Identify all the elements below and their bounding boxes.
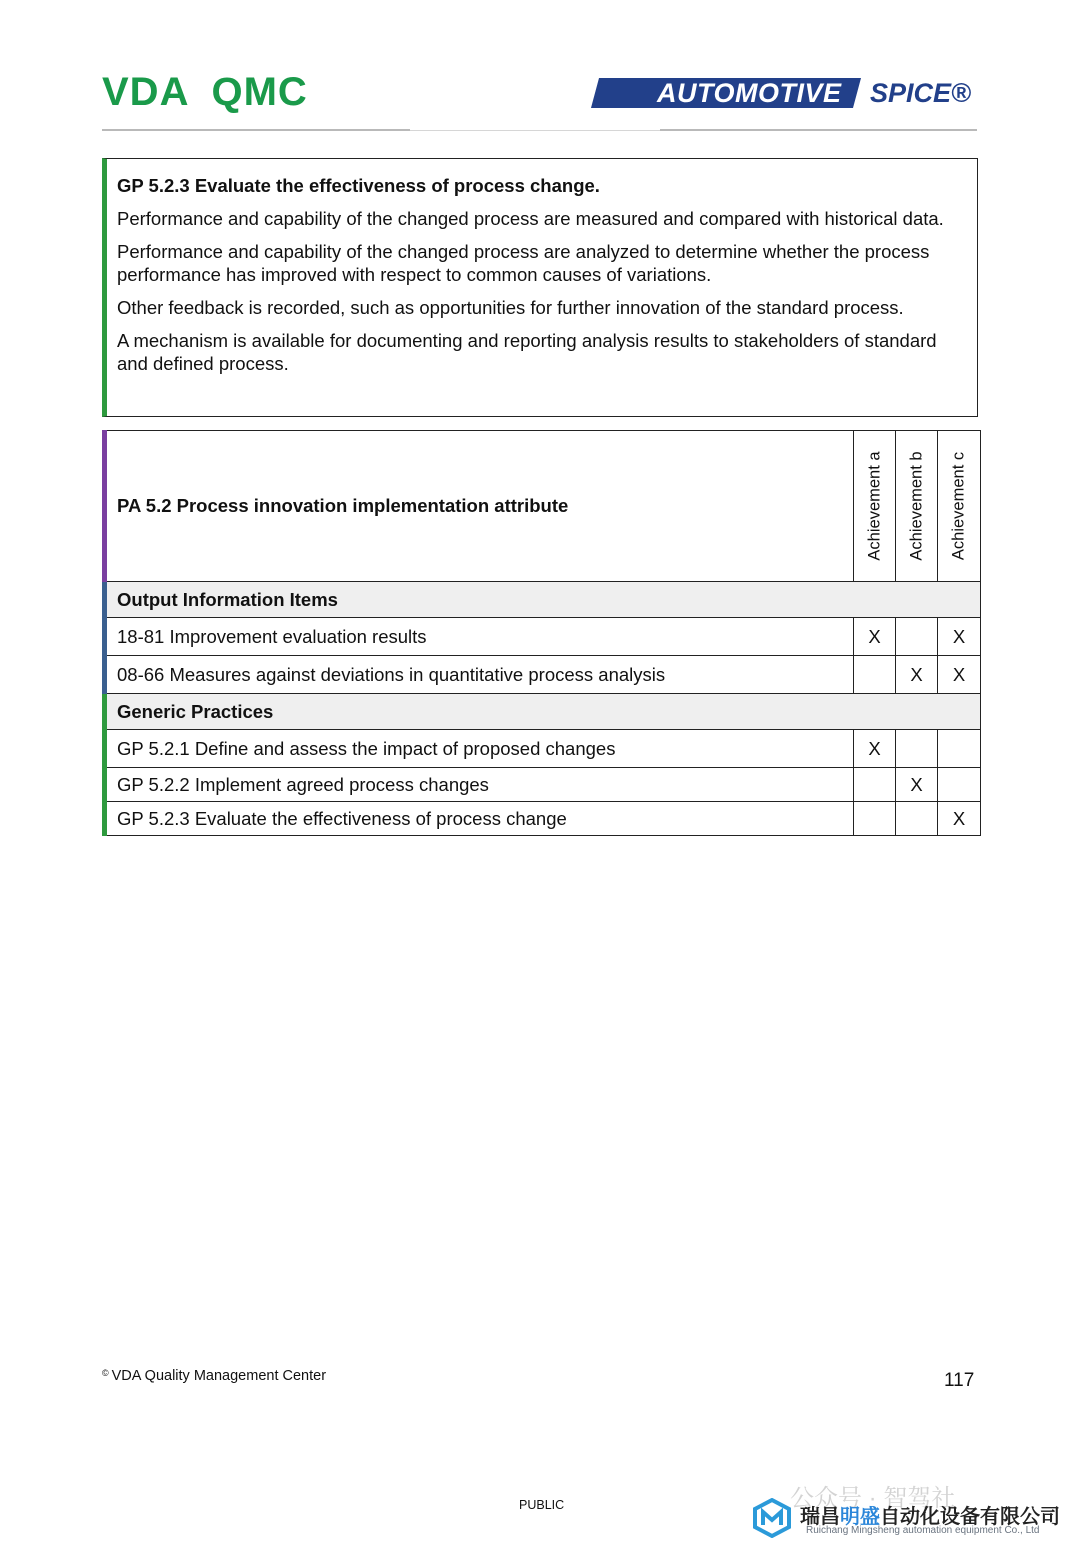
section-title: Generic Practices (105, 694, 981, 730)
column-header-label: Achievement a (865, 451, 883, 561)
column-header (854, 431, 896, 582)
achievement-mark: X (938, 656, 981, 694)
watermark-faint-text: 公众号 · 智驾社 (790, 1485, 956, 1512)
achievement-mark (854, 656, 896, 694)
vda-logo-text: VDA (102, 70, 190, 114)
process-attribute-table (102, 430, 981, 836)
spice-logo-text: SPICE® (870, 78, 971, 108)
classification-label: PUBLIC (519, 1498, 565, 1512)
section-title: Output Information Items (105, 582, 981, 618)
achievement-mark: X (896, 768, 938, 802)
header-divider-right (660, 129, 977, 131)
row-label: GP 5.2.2 Implement agreed process changes (105, 768, 854, 802)
column-header-label: Achievement b (907, 451, 925, 561)
company-name-part: 瑞昌 (800, 1506, 840, 1528)
gp-paragraph: Performance and capability of the changed process are measured and compared with historical data. (117, 208, 944, 229)
achievement-mark (938, 768, 981, 802)
header-divider-mid (410, 130, 660, 131)
column-header (938, 431, 981, 582)
table-row (105, 768, 981, 802)
automotive-logo-text: AUTOMOTIVE (657, 78, 842, 108)
page-number: 117 (944, 1370, 975, 1391)
footer-copyright (102, 1368, 326, 1384)
section-header-row (105, 582, 981, 618)
gp-title: GP 5.2.3 Evaluate the effectiveness of process change. (117, 175, 600, 196)
achievement-mark: X (938, 618, 981, 656)
column-header-label: Achievement c (949, 451, 968, 561)
table-header-row (105, 431, 981, 582)
automotive-spice-logo (595, 76, 977, 110)
row-label: GP 5.2.1 Define and assess the impact of proposed changes (105, 730, 854, 768)
company-name-part: 自动化设备有限公司 (880, 1506, 1060, 1528)
table-row (105, 618, 981, 656)
copyright-text: VDA Quality Management Center (111, 1368, 327, 1384)
company-name-en: Ruichang Mingsheng automation equipment Co., Ltd (806, 1525, 1040, 1536)
table-row (105, 656, 981, 694)
vda-qmc-logo (102, 70, 308, 116)
achievement-mark (854, 768, 896, 802)
gp-paragraph: Other feedback is recorded, such as opportunities for further innovation of the standard process. (117, 297, 904, 318)
achievement-mark (938, 730, 981, 768)
qmc-logo-text: QMC (211, 70, 308, 114)
section-header-row (105, 694, 981, 730)
column-header (896, 431, 938, 582)
company-logo-icon (752, 1498, 792, 1538)
gp-paragraph: Performance and capability of the changed process are analyzed to determine whether the process performance has improved with respect to common causes of variations. (117, 241, 930, 285)
achievement-mark: X (854, 730, 896, 768)
row-label: 08-66 Measures against deviations in quantitative process analysis (105, 656, 854, 694)
achievement-mark (896, 730, 938, 768)
header-divider (102, 129, 410, 131)
table-title: PA 5.2 Process innovation implementation attribute (105, 431, 854, 582)
achievement-mark (896, 802, 938, 836)
table-row (105, 730, 981, 768)
achievement-mark: X (896, 656, 938, 694)
achievement-mark (896, 618, 938, 656)
achievement-mark: X (854, 618, 896, 656)
achievement-mark: X (938, 802, 981, 836)
row-label: 18-81 Improvement evaluation results (105, 618, 854, 656)
achievement-mark (854, 802, 896, 836)
company-name-accent: 明盛 (840, 1506, 880, 1528)
copyright-symbol: © (102, 1368, 109, 1378)
table-row (105, 802, 981, 836)
generic-practice-box (102, 158, 978, 417)
gp-paragraph: A mechanism is available for documenting and reporting analysis results to stakeholders of standard and defined process. (117, 330, 937, 374)
row-label: GP 5.2.3 Evaluate the effectiveness of process change (105, 802, 854, 836)
